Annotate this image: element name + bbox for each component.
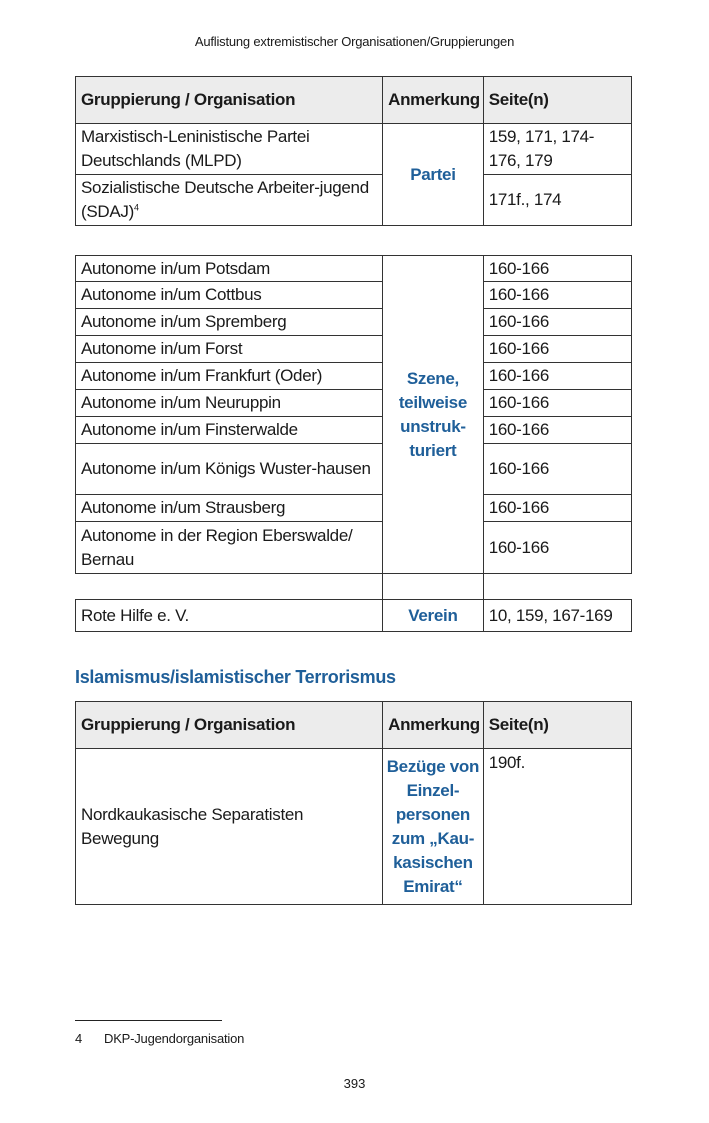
footnote-number: 4 [75, 1031, 83, 1046]
organisation-name: Rote Hilfe e. V. [76, 600, 383, 632]
note-cell: Partei [383, 124, 484, 226]
pages-cell: 160-166 [483, 495, 631, 522]
footnote-ref: 4 [133, 202, 139, 213]
table-parties [75, 76, 632, 226]
table-row [76, 336, 632, 363]
pages-cell: 160-166 [483, 256, 631, 282]
pages-cell: 160-166 [483, 390, 631, 417]
organisation-name: Autonome in/um Neuruppin [76, 390, 383, 417]
header-organisation: Gruppierung / Organisation [76, 77, 383, 124]
organisation-name: Autonome in/um Königs Wuster-hausen [76, 444, 383, 495]
organisation-name: Nordkaukasische Separatisten Bewegung [76, 749, 383, 905]
note-cell: Verein [383, 600, 484, 632]
running-head: Auflistung extremistischer Organisationen/Gruppierungen [194, 34, 515, 49]
pages-cell: 160-166 [483, 282, 631, 309]
table-row [76, 175, 632, 226]
table-header-row [76, 702, 632, 749]
header-pages: Seite(n) [483, 77, 631, 124]
table-header-row [76, 77, 632, 124]
header-pages: Seite(n) [483, 702, 631, 749]
pages-cell: 160-166 [483, 363, 631, 390]
note-cell: Szene, teilweise unstruk-turiert [383, 256, 484, 574]
pages-cell: 160-166 [483, 522, 631, 574]
footnote-text: DKP-Jugendorganisation [104, 1031, 245, 1046]
page-number: 393 [343, 1076, 366, 1091]
pages-cell: 171f., 174 [483, 175, 631, 226]
organisation-name: Autonome in/um Cottbus [76, 282, 383, 309]
table-row [76, 749, 632, 905]
table-row [76, 417, 632, 444]
organisation-name: Autonome in/um Spremberg [76, 309, 383, 336]
organisation-name: Autonome in der Region Eberswalde/ Bernau [76, 522, 383, 574]
pages-cell: 190f. [483, 749, 631, 905]
organisation-name: Autonome in/um Frankfurt (Oder) [76, 363, 383, 390]
table-row [76, 444, 632, 495]
pages-cell: 160-166 [483, 336, 631, 363]
pages-cell: 160-166 [483, 309, 631, 336]
organisation-name: Autonome in/um Forst [76, 336, 383, 363]
table-spacer-row [76, 574, 632, 600]
table-row [76, 522, 632, 574]
pages-cell: 10, 159, 167-169 [483, 600, 631, 632]
table-row [76, 282, 632, 309]
organisation-name: Autonome in/um Potsdam [76, 256, 383, 282]
table-autonomous-scene [75, 255, 632, 632]
footnote-rule [75, 1020, 222, 1021]
table-row [76, 309, 632, 336]
header-organisation: Gruppierung / Organisation [76, 702, 383, 749]
table-row [76, 495, 632, 522]
pages-cell: 160-166 [483, 444, 631, 495]
organisation-name: Marxistisch-Leninistische Partei Deutschlands (MLPD) [76, 124, 383, 175]
section-title: Islamismus/islamistischer Terrorismus [75, 667, 396, 687]
note-cell: Bezüge von Einzel-personen zum „Kau-kasischen Emirat“ [383, 749, 484, 905]
table-row [76, 600, 632, 632]
organisation-name: Sozialistische Deutsche Arbeiter-jugend (SDAJ)$^4$ [76, 175, 383, 226]
header-note: Anmerkung [383, 77, 484, 124]
table-row [76, 390, 632, 417]
table-row [76, 363, 632, 390]
header-note: Anmerkung [383, 702, 484, 749]
pages-cell: 160-166 [483, 417, 631, 444]
organisation-name: Autonome in/um Finsterwalde [76, 417, 383, 444]
table-row [76, 256, 632, 282]
organisation-name: Autonome in/um Strausberg [76, 495, 383, 522]
footnote [75, 1031, 244, 1046]
pages-cell: 159, 171, 174-176, 179 [483, 124, 631, 175]
table-islamism [75, 701, 632, 905]
table-row [76, 124, 632, 175]
